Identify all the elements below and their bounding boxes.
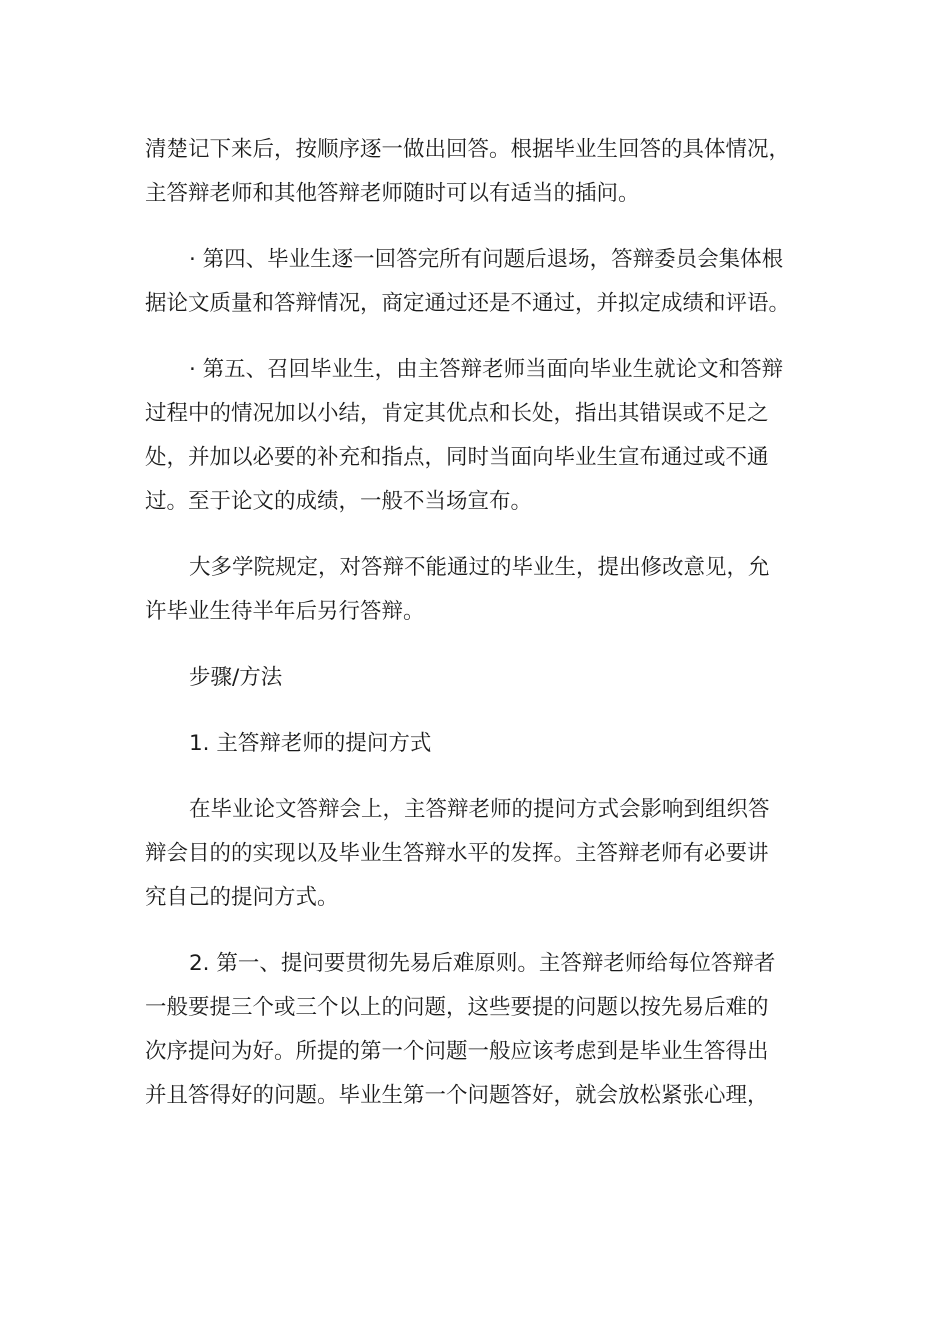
text-line: 过程中的情况加以小结，肯定其优点和长处，指出其错误或不足之 [145,401,769,426]
list-item-2-easy-to-hard [145,942,807,1118]
text-line: 过。至于论文的成绩，一般不当场宣布。 [145,489,533,514]
paragraph-college-rules [145,546,807,634]
text-line: 在毕业论文答辩会上，主答辩老师的提问方式会影响到组织答 [189,797,770,822]
text-line: 次序提问为好。所提的第一个问题一般应该考虑到是毕业生答得出 [145,1039,769,1064]
list-item-1-heading [145,722,807,766]
paragraph-answer-order [145,128,807,216]
paragraph-step-four [145,238,807,326]
text-line: 1. 主答辩老师的提问方式 [189,731,432,756]
text-line: · 第五、召回毕业生，由主答辩老师当面向毕业生就论文和答辩 [189,357,784,382]
text-line: 2. 第一、提问要贯彻先易后难原则。主答辩老师给每位答辩者 [189,951,776,976]
text-line: 究自己的提问方式。 [145,885,339,910]
document-body [145,128,807,1140]
text-line: · 第四、毕业生逐一回答完所有问题后退场，答辩委员会集体根 [189,247,784,272]
text-line: 许毕业生待半年后另行答辩。 [145,599,425,624]
text-line: 据论文质量和答辩情况，商定通过还是不通过，并拟定成绩和评语。 [145,291,791,316]
text-line: 一般要提三个或三个以上的问题，这些要提的问题以按先易后难的 [145,995,769,1020]
text-line: 大多学院规定，对答辩不能通过的毕业生，提出修改意见，允 [189,555,770,580]
text-line: 步骤/方法 [189,665,283,690]
paragraph-question-method [145,788,807,920]
text-line: 清楚记下来后，按顺序逐一做出回答。根据毕业生回答的具体情况， [145,137,791,162]
section-heading-steps [145,656,807,700]
text-line: 并且答得好的问题。毕业生第一个问题答好，就会放松紧张心理， [145,1083,769,1108]
text-line: 辩会目的的实现以及毕业生答辩水平的发挥。主答辩老师有必要讲 [145,841,769,866]
text-line: 处，并加以必要的补充和指点，同时当面向毕业生宣布通过或不通 [145,445,769,470]
text-line: 主答辩老师和其他答辩老师随时可以有适当的插问。 [145,181,640,206]
paragraph-step-five [145,348,807,524]
